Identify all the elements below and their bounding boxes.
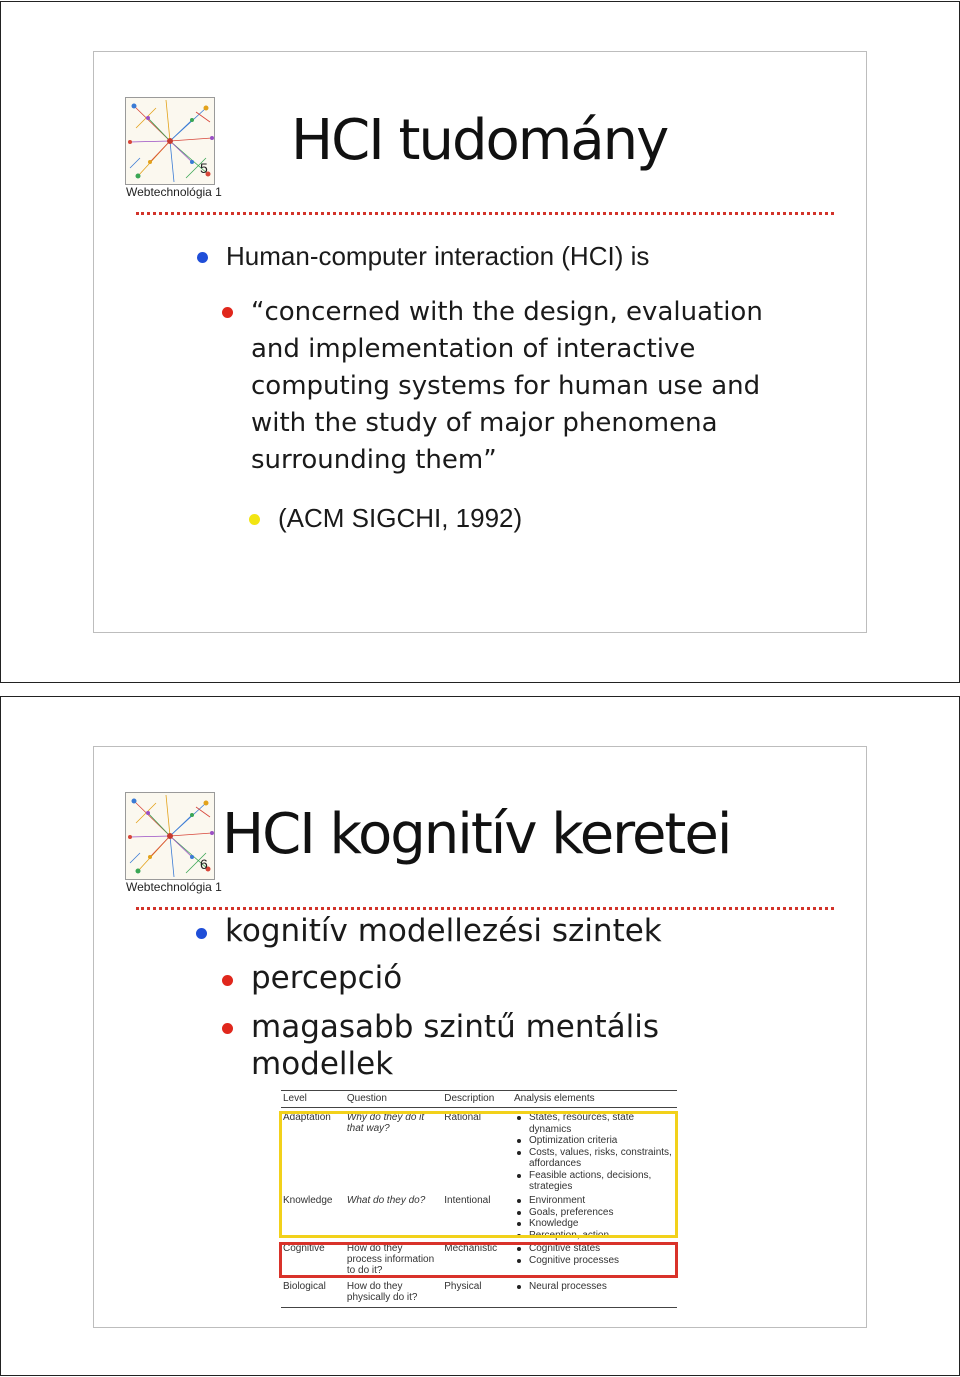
list-item: Perception, action bbox=[529, 1230, 679, 1242]
slide-title: HCI tudomány bbox=[291, 108, 668, 173]
list-item: Cognitive processes bbox=[529, 1255, 679, 1267]
slide-number: 5 bbox=[200, 160, 208, 176]
bullet-text: kognitív modellezési szintek bbox=[225, 913, 662, 949]
quote-line: “concerned with the design, evaluation bbox=[251, 297, 763, 327]
list-item: Feasible actions, decisions, strategies bbox=[529, 1170, 659, 1193]
title-divider bbox=[136, 212, 834, 215]
highlight-box-yellow bbox=[279, 1111, 678, 1238]
header-analysis-elements: Analysis elements bbox=[514, 1093, 595, 1104]
list-item: Cognitive states bbox=[529, 1243, 679, 1255]
question-cell: How do they process information to do it? bbox=[346, 1243, 435, 1276]
highlight-box-red bbox=[279, 1242, 678, 1278]
level-cell: Biological bbox=[283, 1281, 326, 1292]
description-cell: Physical bbox=[444, 1281, 482, 1292]
bullet-dot-level3 bbox=[249, 514, 260, 525]
bullet-dot-level1 bbox=[197, 252, 208, 263]
bullet-dot-level1 bbox=[196, 928, 207, 939]
course-label: Webtechnológia 1 bbox=[126, 880, 222, 894]
quote-line: computing systems for human use and bbox=[251, 371, 761, 401]
header-question: Question bbox=[346, 1093, 387, 1104]
bullet-dot-level2 bbox=[222, 307, 233, 318]
bullet-text: Human-computer interaction (HCI) is bbox=[226, 241, 650, 271]
description-cell: Mechanistic bbox=[444, 1243, 498, 1254]
level-cell: Adaptation bbox=[283, 1112, 331, 1123]
list-item: Environment bbox=[529, 1195, 679, 1207]
table-row bbox=[283, 1281, 679, 1311]
question-cell: What do they do? bbox=[346, 1195, 426, 1206]
bullet-text: percepció bbox=[251, 960, 403, 996]
level-cell: Cognitive bbox=[283, 1243, 325, 1254]
course-label: Webtechnológia 1 bbox=[126, 185, 222, 199]
elements-cell bbox=[514, 1281, 679, 1311]
levels-table-image bbox=[279, 1086, 679, 1310]
quote-line: surrounding them” bbox=[251, 445, 497, 475]
list-item: Goals, preferences bbox=[529, 1207, 679, 1219]
bullet-dot-level2 bbox=[222, 1023, 233, 1034]
list-item: Knowledge bbox=[529, 1218, 679, 1230]
quote-line: with the study of major phenomena bbox=[251, 408, 718, 438]
header-level: Level bbox=[283, 1093, 307, 1104]
header-description: Description bbox=[444, 1093, 495, 1104]
citation-text: (ACM SIGCHI, 1992) bbox=[278, 503, 523, 533]
level-cell: Knowledge bbox=[283, 1195, 333, 1206]
list-item: Neural processes bbox=[529, 1281, 679, 1293]
description-cell: Intentional bbox=[444, 1195, 491, 1206]
list-item: Costs, values, risks, constraints, affordances bbox=[529, 1147, 679, 1170]
bullet-text-continuation: modellek bbox=[251, 1046, 394, 1082]
slide-number: 6 bbox=[200, 856, 208, 872]
slide-title: HCI kognitív keretei bbox=[222, 802, 731, 867]
quote-line: and implementation of interactive bbox=[251, 334, 696, 364]
list-item: Optimization criteria bbox=[529, 1135, 679, 1147]
table-top-rule bbox=[281, 1090, 677, 1091]
bullet-dot-level2 bbox=[222, 975, 233, 986]
bullet-text: magasabb szintű mentális bbox=[251, 1009, 660, 1045]
question-cell: How do they physically do it? bbox=[346, 1281, 418, 1303]
question-cell: Why do they do it that way? bbox=[346, 1112, 425, 1134]
list-item: States, resources, state dynamics bbox=[529, 1112, 649, 1135]
description-cell: Rational bbox=[444, 1112, 481, 1123]
title-divider bbox=[136, 907, 834, 910]
